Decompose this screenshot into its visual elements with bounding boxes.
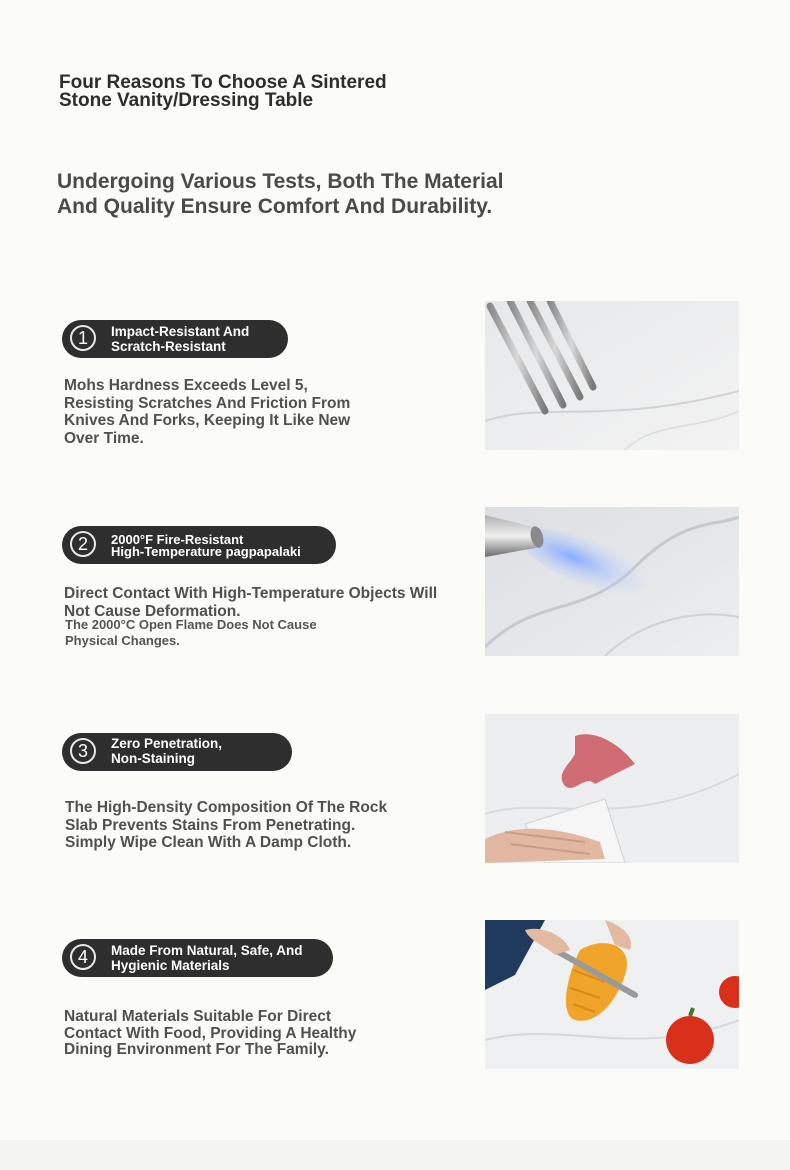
blowtorch-flame-image — [485, 507, 739, 656]
badge-line-1: Zero Penetration, — [111, 736, 223, 751]
badge-line-1: Made From Natural, Safe, And — [111, 943, 303, 958]
cutting-peppers-image — [485, 920, 739, 1069]
wiping-stain-image — [485, 714, 739, 863]
feature-description: Mohs Hardness Exceeds Level 5, Resisting Scratches And Friction From Knives And Forks, Keeping It Like New Over Time. — [64, 377, 351, 447]
feature-fire-resistant — [0, 506, 790, 656]
badge-line-2: Scratch-Resistant — [111, 339, 226, 354]
footer-band — [0, 1140, 790, 1170]
feature-impact-resistant — [0, 300, 790, 450]
badge-line-2: Hygienic Materials — [111, 958, 230, 973]
feature-badge-text — [111, 943, 303, 973]
fork-on-marble-image — [485, 301, 739, 450]
feature-number: 1 — [70, 325, 96, 351]
feature-description: The High-Density Composition Of The Rock Slab Prevents Stains From Penetrating. Simply Wipe Clean With A Damp Cloth. — [65, 799, 388, 851]
feature-badge — [62, 733, 292, 771]
badge-line-1: 2000°F Fire-Resistant — [111, 532, 244, 547]
page-title: Four Reasons To Choose A Sintered Stone Vanity/Dressing Table — [59, 72, 387, 111]
badge-line-1: Impact-Resistant And — [111, 324, 250, 339]
feature-number: 2 — [70, 531, 96, 557]
feature-description: Direct Contact With High-Temperature Objects Will Not Cause Deformation. — [64, 585, 438, 620]
feature-badge — [62, 320, 288, 358]
feature-badge — [62, 939, 333, 977]
feature-description: Natural Materials Suitable For Direct Contact With Food, Providing A Healthy Dining Environment For The Family. — [64, 1008, 357, 1058]
feature-badge — [62, 526, 336, 564]
feature-badge-text — [111, 534, 301, 558]
feature-food-safe — [0, 919, 790, 1069]
feature-badge-text — [111, 736, 222, 766]
feature-number: 4 — [70, 944, 96, 970]
page-subtitle: Undergoing Various Tests, Both The Material And Quality Ensure Comfort And Durability. — [57, 170, 504, 218]
badge-line-2: High-Temperature pagpapalaki — [111, 544, 301, 559]
feature-badge-text — [111, 324, 249, 354]
feature-note: The 2000°C Open Flame Does Not Cause Physical Changes. — [65, 617, 317, 648]
feature-non-staining — [0, 713, 790, 863]
feature-number: 3 — [70, 738, 96, 764]
badge-line-2: Non-Staining — [111, 751, 195, 766]
